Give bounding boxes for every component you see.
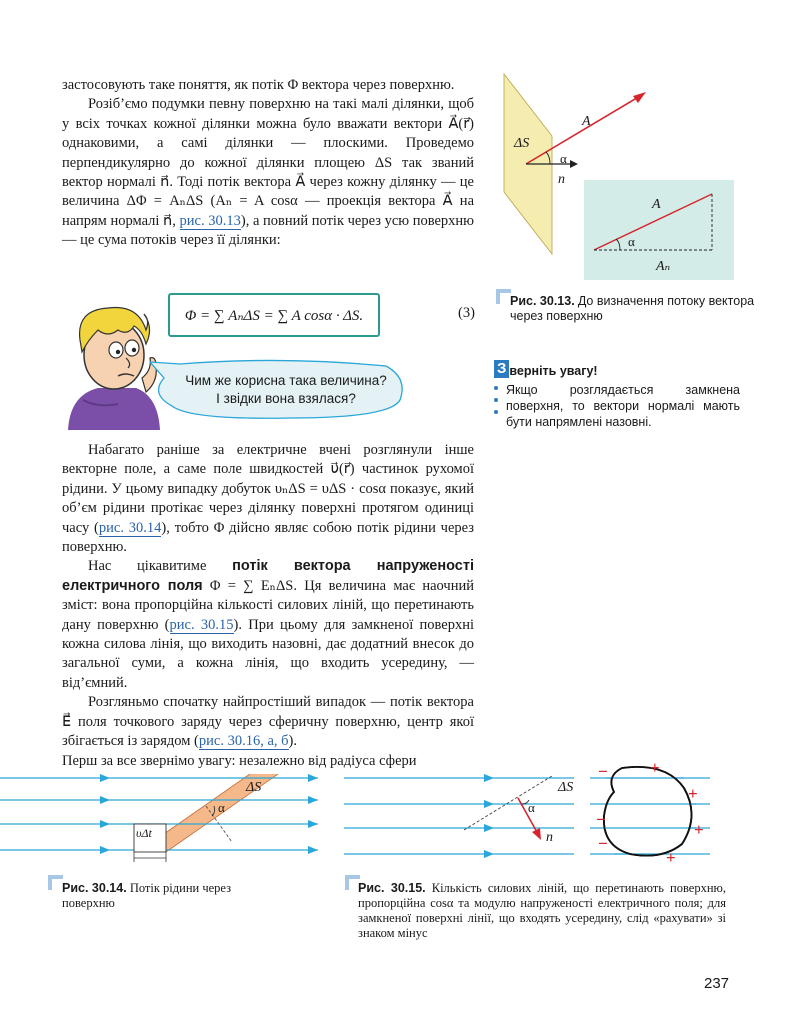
note-letter: З [494, 360, 509, 378]
fig14-caption-label: Рис. 30.14. [62, 881, 127, 895]
paragraph-5-end: ). [288, 733, 297, 750]
fig15-caption-label: Рис. 30.15. [358, 881, 426, 895]
fig13-caption-text: До визначення потоку вектора через поверхню [510, 294, 755, 323]
fig13-label-alpha2: α [628, 234, 635, 249]
page-number: 237 [704, 975, 730, 992]
figure-ref-30-16[interactable]: рис. 30.16, а, б [198, 733, 289, 750]
note-dots [494, 382, 506, 430]
fig14-label-area: ΔS [246, 780, 262, 795]
fig14-label-vdt: υΔt [136, 826, 152, 840]
fig13-label-normal: n [558, 172, 565, 187]
bubble-line-2: І звідки вона взялася? [216, 391, 356, 406]
fig15-plus-2: + [688, 784, 698, 803]
fig15-label-alpha: α [528, 800, 535, 815]
fig13-label-area: ΔS [514, 136, 530, 151]
paragraph-6: Перш за все звернімо увагу: незалежно від радіуса сфери [62, 752, 417, 769]
fig15-label-area: ΔS [558, 780, 574, 795]
paragraph-2-text: Розіб’ємо подумки певну поверхню на такі малі ділянки, щоб у всіх точках кожної ділянки можна було вважати вектори A⃗(r⃗) однаковими, а самі ділянки — плоскими. Проведемо перпендикулярно до кожної ділянки площею ΔS так званий вектор нормалі n⃗. Тоді потік вектора A⃗ через кожну ділянку — це величина ΔΦ = AₙΔS (Aₙ = A cosα — проекція вектора A⃗ на напрям нормалі n⃗, [62, 96, 474, 229]
paragraph-3-text: Набагато раніше за електричне вчені розглянули інше векторне поле, а саме поле швидкостей υ⃗(r⃗) частинок рухомої рідини. У цьому випадку добуток υₙΔS = υΔS · cosα показує, який об’єм рідини протікає через ділянку поверхні протягом одиниці часу ( [62, 442, 474, 536]
note-header [494, 360, 744, 378]
fig13-caption-label: Рис. 30.13. [510, 294, 575, 308]
paragraph-4-bold: потік вектора напруженості електричного поля [62, 558, 474, 594]
note-title: верніть увагу! [509, 364, 598, 378]
normal-arrowhead [570, 160, 578, 168]
normal-arrowhead [532, 828, 541, 840]
note-content [494, 382, 744, 430]
vector-A-arrowhead [633, 92, 646, 103]
fig15-label-normal: n [546, 830, 553, 845]
paragraph-4-mid: Φ = ∑ EₙΔS. Ця величина має наочний зміст: вона пропорційна кількості силових ліній, що перетинають дану поверхню ( [62, 577, 474, 633]
figure-30-13 [490, 72, 740, 282]
paragraph-5 [62, 693, 474, 751]
fig14-label-alpha: α [218, 800, 225, 815]
fig15-minus-1: − [598, 762, 608, 781]
paragraph-4-end: ). При цьому для замкненої поверхні кожна силова лінія, що виходить назовні, дає додатний внесок до загальної суми, а кожна лінія, що входить усередину, — від’ємний. [62, 616, 474, 691]
fig13-caption [510, 294, 760, 324]
fig15-plus-4: + [666, 848, 676, 867]
paragraph-2 [62, 95, 474, 250]
note-body: Якщо розглядається замкнена поверхня, то вектори нормалі мають бути напрямлені назовні. [506, 383, 740, 429]
fig15-plus-1: + [650, 758, 660, 777]
formula-number: (3) [458, 305, 475, 321]
fig15-minus-3: − [598, 834, 608, 853]
paragraph-4-start: Нас цікавитиме [88, 558, 233, 575]
fig15-caption-text: Кількість силових ліній, що перетинають поверхню, пропорційна cosα та модулю напруженості електричного поля; для замкненої поверхні лінії, що входять усередину, слід «рахувати» зі знаком мінус [358, 881, 727, 940]
main-text-bottom [62, 441, 474, 771]
paragraph-4 [62, 557, 474, 693]
fig14-caption-corner [48, 875, 63, 890]
paragraph-2-end: ), а повний потік через усю поверхню — це сума потоків через її ділянки: [62, 212, 475, 249]
paragraph-3-end: ), тобто Φ дійсно являє собою потік рідини через поверхню. [62, 519, 474, 556]
paragraph-1: застосовують таке поняття, як потік Φ вектора через поверхню. [62, 77, 455, 93]
fig14-caption [62, 881, 272, 911]
note-box [494, 360, 744, 430]
paragraph-3 [62, 441, 474, 557]
figure-ref-30-13[interactable]: рис. 30.13 [179, 212, 241, 229]
paragraph-5-text: Розгляньмо спочатку найпростіший випадок — потік вектора E⃗ поля точкового заряду через сферичну поверхню, центр якої збігається із зарядом ( [62, 694, 474, 750]
fig13-label-A: A [652, 197, 661, 212]
figure-ref-30-15[interactable]: рис. 30.15 [169, 616, 234, 633]
fig15-minus-2: − [596, 810, 606, 829]
fig13-caption-corner [496, 289, 511, 304]
surface-element-dashed [464, 776, 552, 830]
fig15-caption [358, 881, 726, 941]
formula-box [168, 293, 380, 337]
field-lines-left [344, 778, 574, 854]
bubble-line-1: Чим же корисна така величина? [185, 373, 387, 388]
fig14-caption-text: Потік рідини через поверхню [62, 881, 232, 910]
fig13-label-alpha: α [560, 151, 567, 166]
fig13-label-vecA: A [582, 114, 591, 129]
fig13-label-An: Aₙ [656, 259, 671, 274]
formula: Φ = ∑ AₙΔS = ∑ A cosα · ΔS. [184, 307, 364, 324]
figure-30-14 [0, 762, 330, 872]
bubble-text [176, 372, 396, 408]
figure-ref-30-14[interactable]: рис. 30.14 [98, 519, 162, 536]
main-text-top [62, 76, 474, 251]
fig15-plus-3: + [694, 820, 704, 839]
